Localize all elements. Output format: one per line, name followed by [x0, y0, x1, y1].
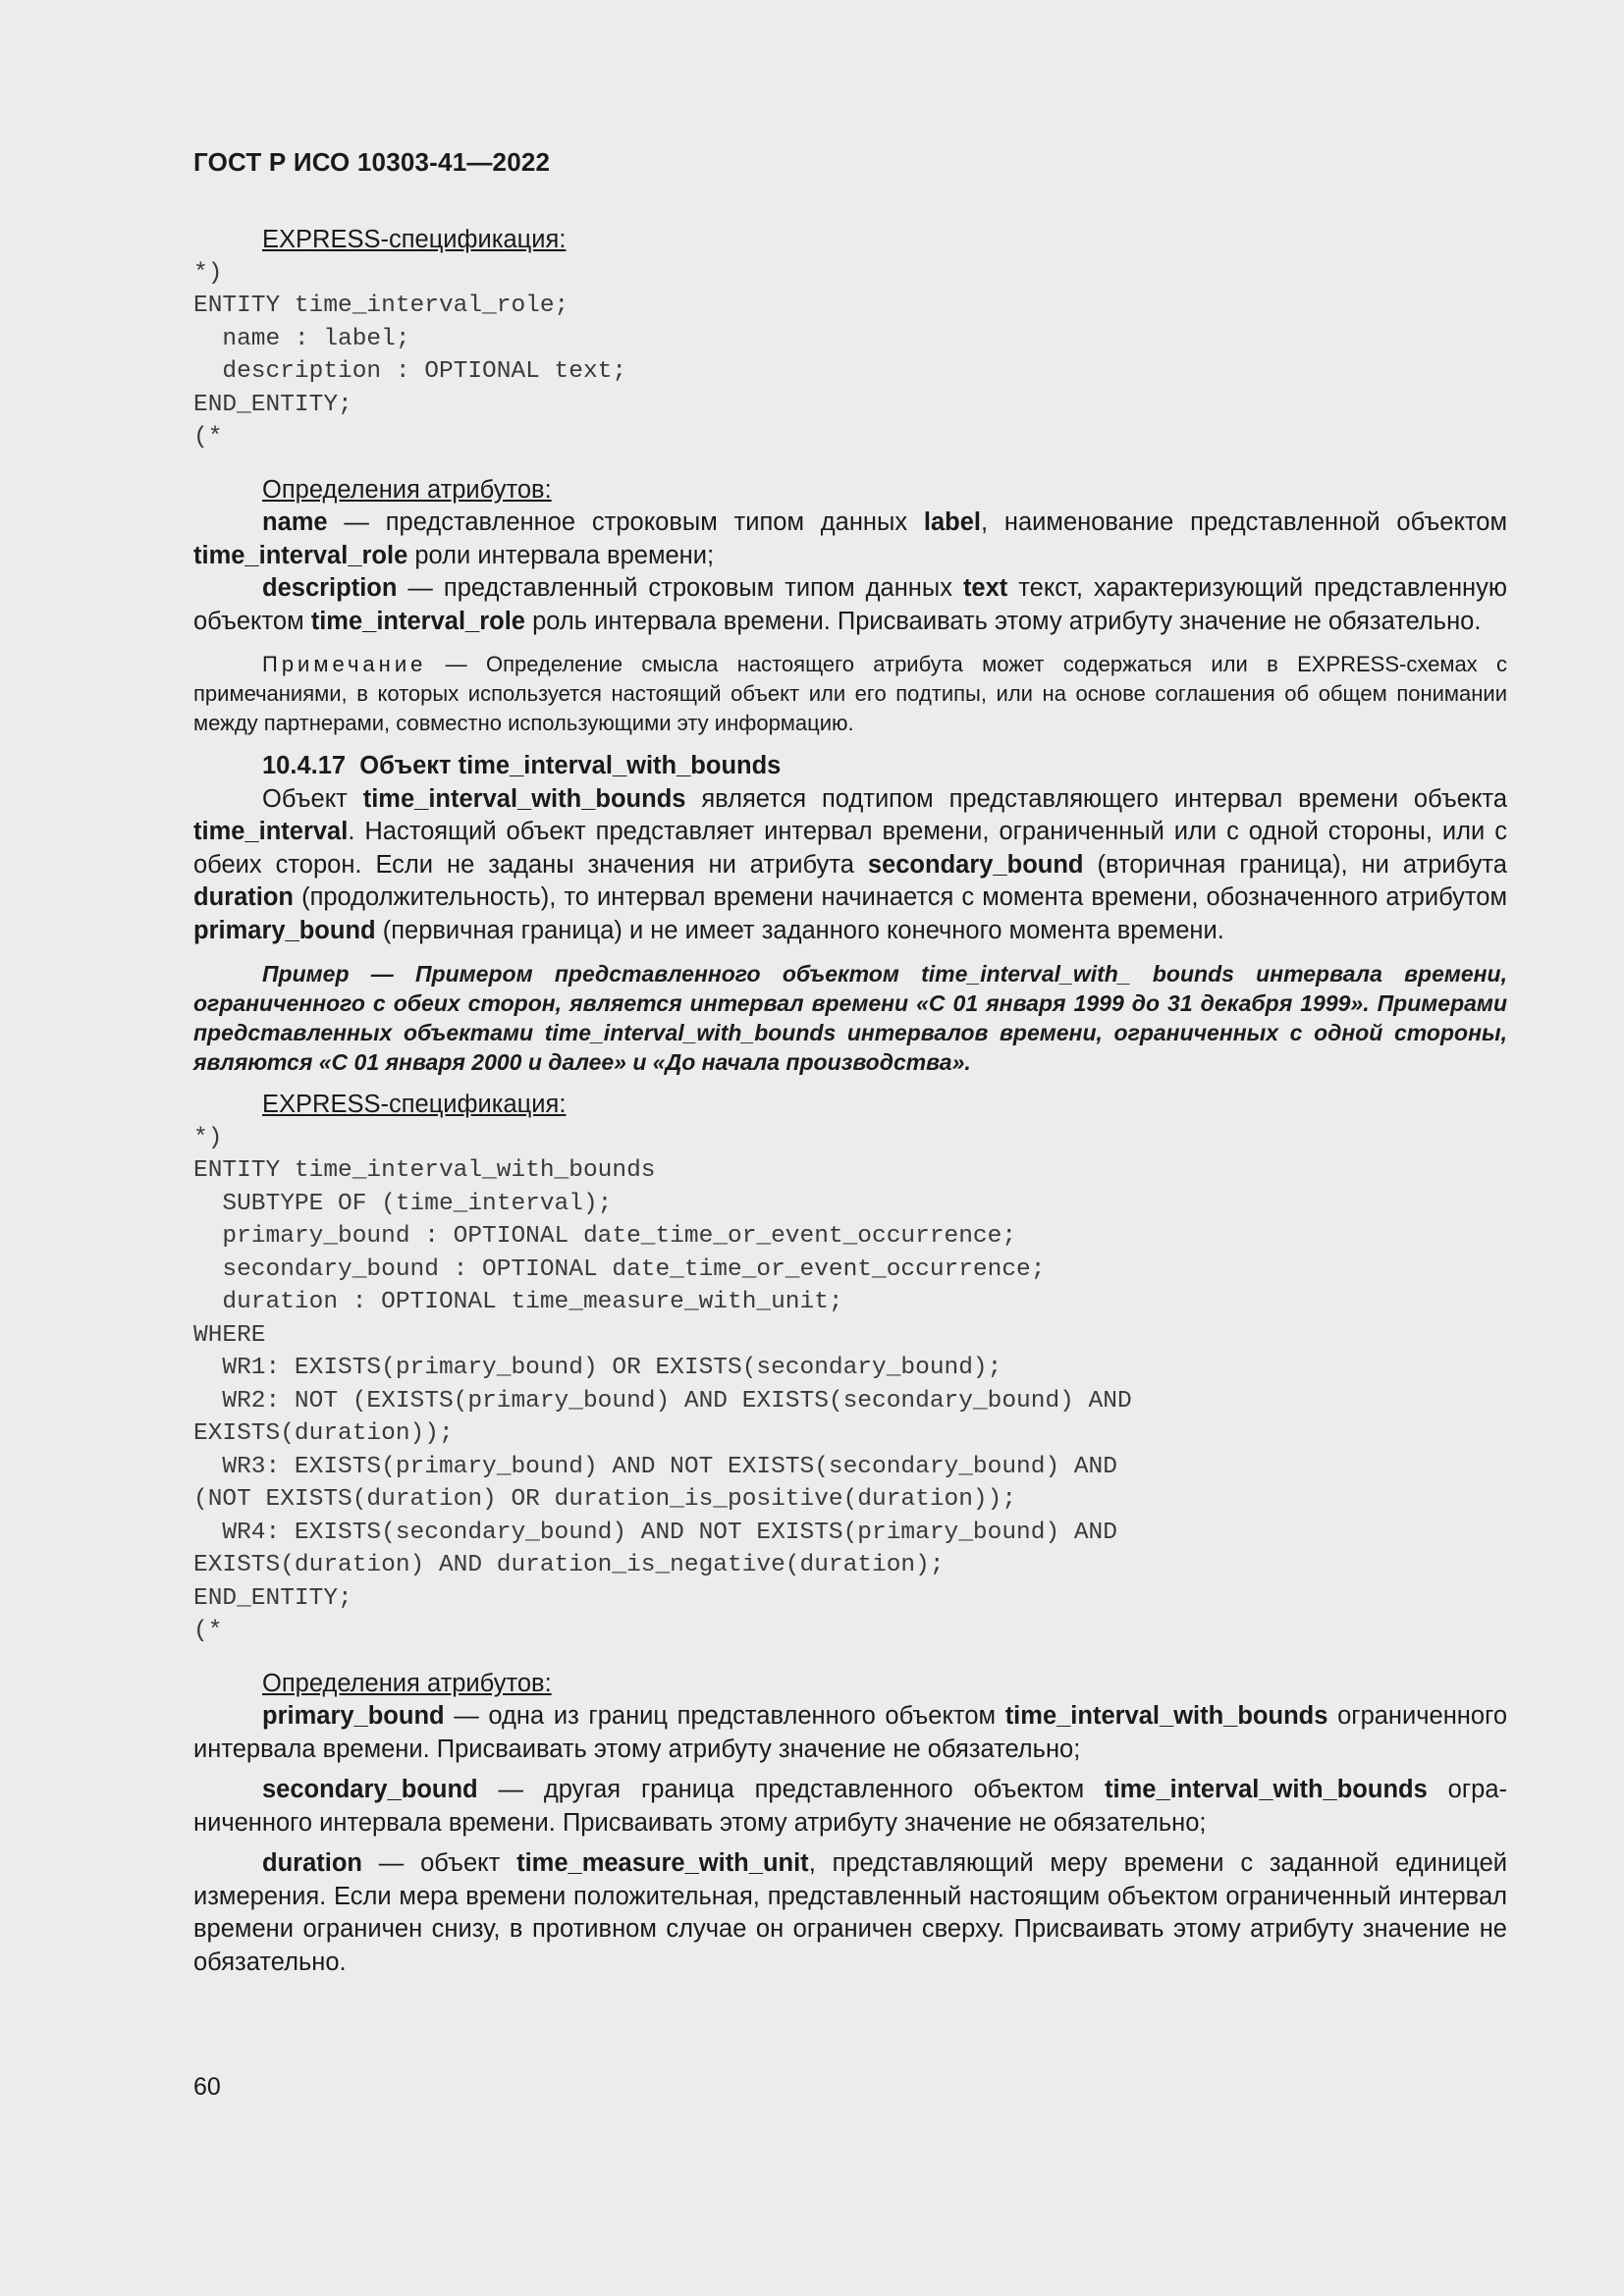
- page-content: [193, 224, 1507, 1979]
- section-paragraph: Объект time_interval_with_bounds является подтипом представляющего интервал времени объекта time_interval. Настоящий объект представляет интервал времени, ограниченный или с одной стороны, или с обеих сторон. Если не заданы значения ни атрибута secondary_bound (вторичная граница), ни атрибута duration (продолжительность), то интервал времени начинается с момента времени, обозначенного атрибутом primary_bound (первичная граница) и не имеет заданного конечного момента времени.: [193, 784, 1508, 944]
- section-heading: 10.4.17 Объект time_interval_with_bounds: [262, 752, 782, 779]
- attribute-definitions-label: Определения атрибутов:: [262, 475, 552, 504]
- express-spec-label-2: EXPRESS-спецификация:: [262, 1091, 567, 1118]
- page-number: 60: [193, 2073, 221, 2101]
- attribute-definition-duration: duration — объект time_measure_with_unit, представляющий меру времени с заданной единицей измерения. Если мера времени положительная, представленный настоящим объектом ограниченный интервал времени ограничен снизу, в противном случае он ограничен сверху. Присваивать этому атрибуту значение не обязательно.: [193, 1849, 1507, 1976]
- express-spec-label: EXPRESS-спецификация:: [262, 226, 567, 253]
- express-code-block: *) ENTITY time_interval_role; name : label; description : OPTIONAL text; END_ENTITY; (*: [193, 259, 627, 451]
- attribute-definition-primary-bound: primary_bound — одна из границ представленного объектом time_interval_with_bounds ограниченного интервала времени. Присваивать этому атрибуту значение не обязательно;: [193, 1702, 1507, 1763]
- attribute-definition-name: name — представленное строковым типом данных label, наименование представленной объектом time_interval_role роли интервала времени;: [193, 508, 1508, 569]
- example-paragraph: Пример — Примером представленного объектом time_interval_with_ bounds интервала времени, ограниченного с обеих сторон, является интервал времени «С 01 января 1999 до 31 декабря 1999». Примерами представленных объектами time_interval_with_bounds интервалов времени, ограниченных с одной стороны, являются «С 01 января 2000 и далее» и «До начала производства».: [193, 961, 1507, 1075]
- attribute-definitions-label-2: Определения атрибутов:: [262, 1669, 552, 1697]
- note-label: Примечание: [262, 652, 427, 676]
- document-header: ГОСТ Р ИСО 10303-41—2022: [193, 147, 551, 177]
- express-code-block-2: *) ENTITY time_interval_with_bounds SUBTYPE OF (time_interval); primary_bound : OPTIONAL date_time_or_event_occurrence; secondary_bound : OPTIONAL date_time_or_event_occurrence; duration : OPTIONAL time_measure_with_unit; WHERE WR1: EXISTS(primary_bound) OR EXISTS(secondary_bound); WR2: NOT (EXISTS(primary_bound) AND EXISTS(secondary_bound) AND EXISTS(duration)); WR3: EXISTS(primary_bound) AND NOT EXISTS(secondary_bound) AND (NOT EXISTS(duration) OR duration_is_positive(duration)); WR4: EXISTS(secondary_bound) AND NOT EXISTS(primary_bound) AND EXISTS(duration) AND duration_is_negative(duration); END_ENTITY; (*: [193, 1124, 1132, 1644]
- attribute-definition-secondary-bound: secondary_bound — другая граница представленного объектом time_interval_with_bounds ограниченного интервала времени. Присваивать этому атрибуту значение не обязательно;: [193, 1776, 1508, 1837]
- note-paragraph: Примечание — Определение смысла настоящего атрибута может содержаться или в EXPRESS-схемах с примечаниями, в которых используется настоящий объект или его подтипы, или на основе соглашения об общем понимании между партнерами, совместно использующими эту информацию.: [193, 652, 1507, 735]
- attribute-definition-description: description — представленный строковым типом данных text текст, характеризующий представленную объектом time_interval_role роль интервала времени. Присваивать этому атрибуту значение не обязательно.: [193, 574, 1508, 635]
